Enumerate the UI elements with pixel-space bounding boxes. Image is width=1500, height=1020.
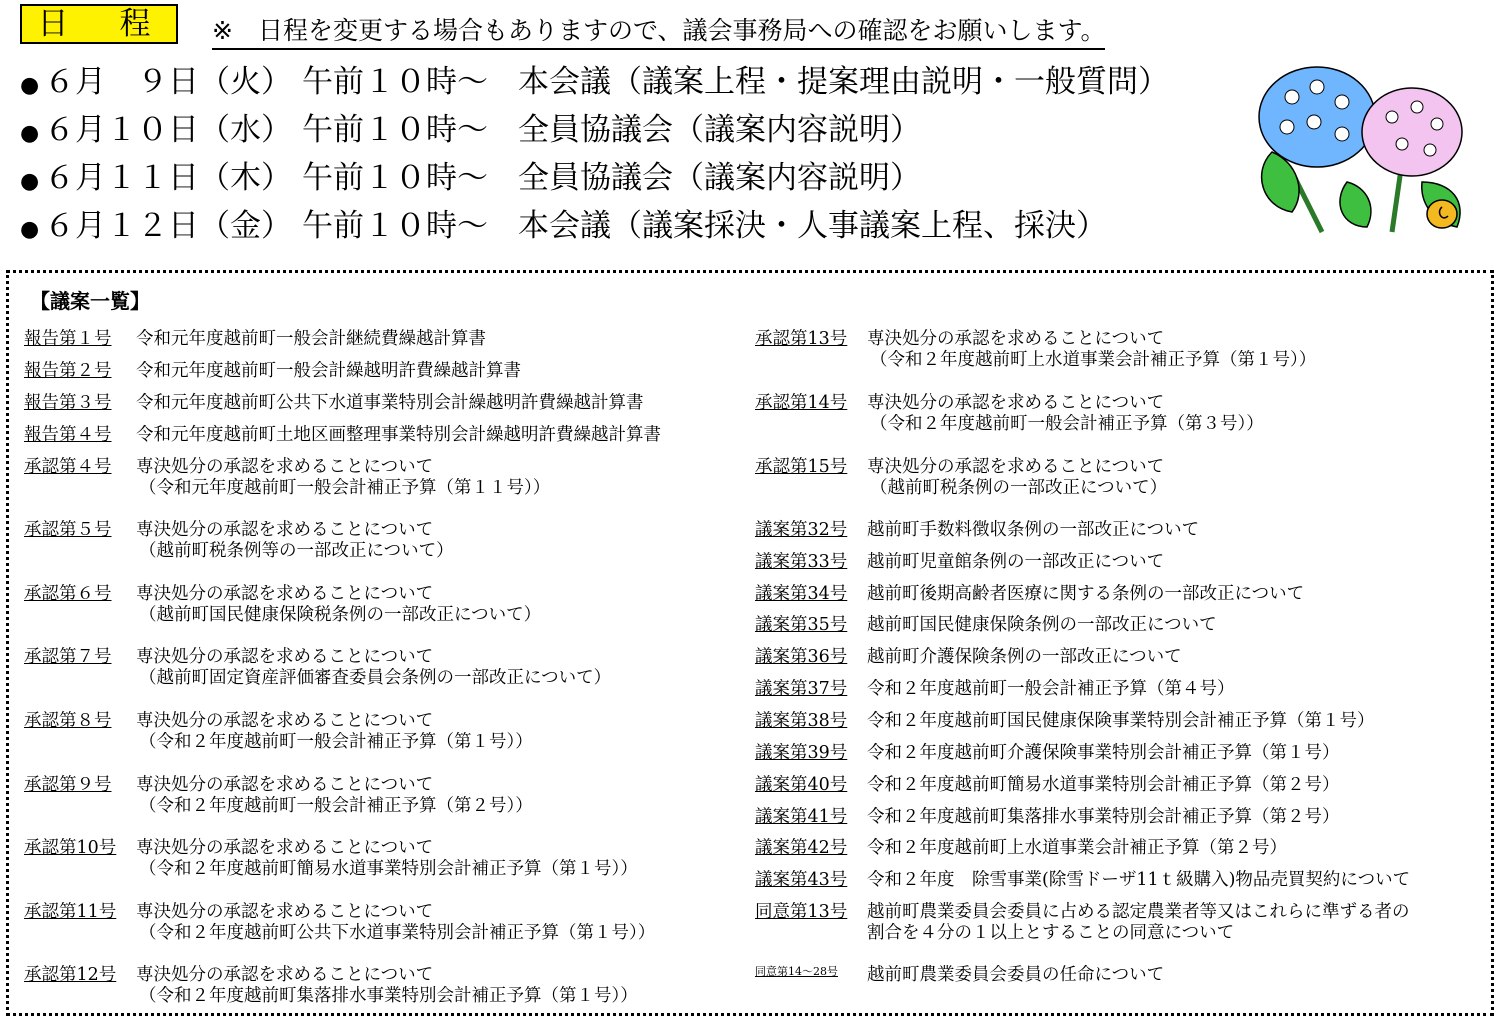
bill-title-continued: （令和２年度越前町公共下水道事業特別会計補正予算（第１号）） [139, 923, 656, 943]
bill-title: 専決処分の承認を求めることについて [867, 457, 1165, 477]
bill-code: 承認第12号 [24, 965, 117, 985]
bill-code: 報告第２号 [24, 361, 112, 381]
schedule-event: 本会議（議案上程・提案理由説明・一般質問） [518, 64, 1169, 100]
bill-title: 越前町農業委員会委員の任命について [867, 965, 1165, 985]
bill-title: 専決処分の承認を求めることについて [136, 965, 434, 985]
bill-title-continued: 割合を４分の１以上とすることの同意について [867, 923, 1235, 943]
bill-title: 専決処分の承認を求めることについて [867, 393, 1165, 413]
bill-title-continued: （令和２年度越前町一般会計補正予算（第３号）） [870, 414, 1264, 434]
schedule-event: 全員協議会（議案内容説明） [518, 160, 921, 196]
bullet-icon: ● [20, 217, 40, 242]
bill-title: 専決処分の承認を求めることについて [136, 775, 434, 795]
bill-title: 越前町手数料徴収条例の一部改正について [867, 520, 1200, 540]
bill-title: 越前町介護保険条例の一部改正について [867, 647, 1182, 667]
bullet-icon: ● [20, 169, 40, 194]
schedule-time: 午前１０時～ [302, 208, 488, 244]
bill-title: 令和２年度越前町集落排水事業特別会計補正予算（第２号） [867, 807, 1340, 827]
bill-title-continued: （令和２年度越前町一般会計補正予算（第１号）） [139, 732, 533, 752]
bill-code: 議案第34号 [755, 584, 848, 604]
bill-title: 令和元年度越前町一般会計継続費繰越計算書 [136, 329, 486, 349]
bill-title: 専決処分の承認を求めることについて [136, 457, 434, 477]
bill-code: 議案第37号 [755, 679, 848, 699]
bill-code: 議案第43号 [755, 870, 848, 890]
bill-title: 専決処分の承認を求めることについて [136, 647, 434, 667]
bill-list-title: 【議案一覧】 [30, 289, 150, 313]
bill-title: 令和２年度越前町一般会計補正予算（第４号） [867, 679, 1235, 699]
bill-code: 議案第42号 [755, 838, 848, 858]
bill-title-continued: （令和元年度越前町一般会計補正予算（第１１号）） [139, 478, 551, 498]
bill-title: 専決処分の承認を求めることについて [136, 584, 434, 604]
bill-title-continued: （令和２年度越前町上水道事業会計補正予算（第１号）） [870, 350, 1317, 370]
bill-title-continued: （越前町税条例の一部改正について） [870, 478, 1168, 498]
bill-code: 報告第４号 [24, 425, 112, 445]
bill-code: 承認第10号 [24, 838, 117, 858]
bill-code: 同意第13号 [755, 902, 848, 922]
bill-title: 専決処分の承認を求めることについて [136, 711, 434, 731]
bill-title: 令和元年度越前町一般会計繰越明許費繰越計算書 [136, 361, 521, 381]
bill-title-continued: （令和２年度越前町集落排水事業特別会計補正予算（第１号）） [139, 986, 638, 1006]
schedule-date: ６月１２日（金） [44, 208, 292, 244]
bill-title: 専決処分の承認を求めることについて [136, 902, 434, 922]
bill-title: 専決処分の承認を求めることについて [136, 520, 434, 540]
schedule-date: ６月 ９日（火） [44, 64, 292, 100]
bill-title: 令和元年度越前町公共下水道事業特別会計繰越明許費繰越計算書 [136, 393, 644, 413]
bill-code: 承認第７号 [24, 647, 112, 667]
bill-title: 越前町農業委員会委員に占める認定農業者等又はこれらに準ずる者の [867, 902, 1410, 922]
bill-title: 令和２年度越前町上水道事業会計補正予算（第２号） [867, 838, 1287, 858]
bill-code: 承認第15号 [755, 457, 848, 477]
bill-code: 議案第38号 [755, 711, 848, 731]
bill-code: 議案第35号 [755, 615, 848, 635]
bill-code: 承認第６号 [24, 584, 112, 604]
bill-title: 専決処分の承認を求めることについて [867, 329, 1165, 349]
schedule-time: 午前１０時～ [302, 160, 488, 196]
bill-title: 越前町後期高齢者医療に関する条例の一部改正について [867, 584, 1305, 604]
bill-title: 令和２年度 除雪事業(除雪ドーザ11ｔ級購入)物品売買契約について [867, 870, 1411, 890]
bill-title-continued: （令和２年度越前町簡易水道事業特別会計補正予算（第１号）） [139, 859, 638, 879]
bill-code: 承認第13号 [755, 329, 848, 349]
bullet-icon: ● [20, 73, 40, 98]
schedule-date: ６月１１日（木） [44, 160, 292, 196]
schedule-date: ６月１０日（水） [44, 112, 292, 148]
bill-title: 令和２年度越前町介護保険事業特別会計補正予算（第１号） [867, 743, 1340, 763]
schedule-event: 本会議（議案採決・人事議案上程、採決） [518, 208, 1107, 244]
bill-title-continued: （越前町固定資産評価審査委員会条例の一部改正について） [139, 668, 612, 688]
schedule-time: 午前１０時～ [302, 112, 488, 148]
bill-code: 承認第14号 [755, 393, 848, 413]
bill-title: 専決処分の承認を求めることについて [136, 838, 434, 858]
schedule-label: 日 程 [20, 4, 178, 44]
bill-code: 議案第40号 [755, 775, 848, 795]
bill-title: 越前町児童館条例の一部改正について [867, 552, 1165, 572]
bill-title-continued: （越前町税条例等の一部改正について） [139, 541, 454, 561]
schedule-row [20, 58, 1169, 106]
bill-code: 承認第４号 [24, 457, 112, 477]
bill-title: 越前町国民健康保険条例の一部改正について [867, 615, 1217, 635]
bill-code: 議案第36号 [755, 647, 848, 667]
bill-code: 承認第５号 [24, 520, 112, 540]
bill-title-continued: （越前町国民健康保険税条例の一部改正について） [139, 605, 542, 625]
bill-title: 令和２年度越前町簡易水道事業特別会計補正予算（第２号） [867, 775, 1340, 795]
bill-code: 議案第39号 [755, 743, 848, 763]
bill-code: 報告第３号 [24, 393, 112, 413]
hydrangea-snail-illustration [1252, 62, 1472, 238]
schedule-row [20, 154, 1169, 202]
bill-code: 承認第11号 [24, 902, 117, 922]
schedule-list [20, 58, 1169, 250]
bill-code: 報告第１号 [24, 329, 112, 349]
schedule-time: 午前１０時～ [302, 64, 488, 100]
schedule-event: 全員協議会（議案内容説明） [518, 112, 921, 148]
schedule-notice: ※ 日程を変更する場合もありますので、議会事務局への確認をお願いします。 [212, 16, 1105, 50]
bill-code: 承認第８号 [24, 711, 112, 731]
schedule-row [20, 202, 1169, 250]
schedule-row [20, 106, 1169, 154]
bill-title: 令和元年度越前町土地区画整理事業特別会計繰越明許費繰越計算書 [136, 425, 661, 445]
bill-title-continued: （令和２年度越前町一般会計補正予算（第２号）） [139, 796, 533, 816]
bullet-icon: ● [20, 121, 40, 146]
bill-code: 議案第41号 [755, 807, 848, 827]
bill-code: 同意第14～28号 [755, 965, 838, 978]
bill-code: 承認第９号 [24, 775, 112, 795]
bill-code: 議案第32号 [755, 520, 848, 540]
bill-code: 議案第33号 [755, 552, 848, 572]
bill-title: 令和２年度越前町国民健康保険事業特別会計補正予算（第１号） [867, 711, 1375, 731]
